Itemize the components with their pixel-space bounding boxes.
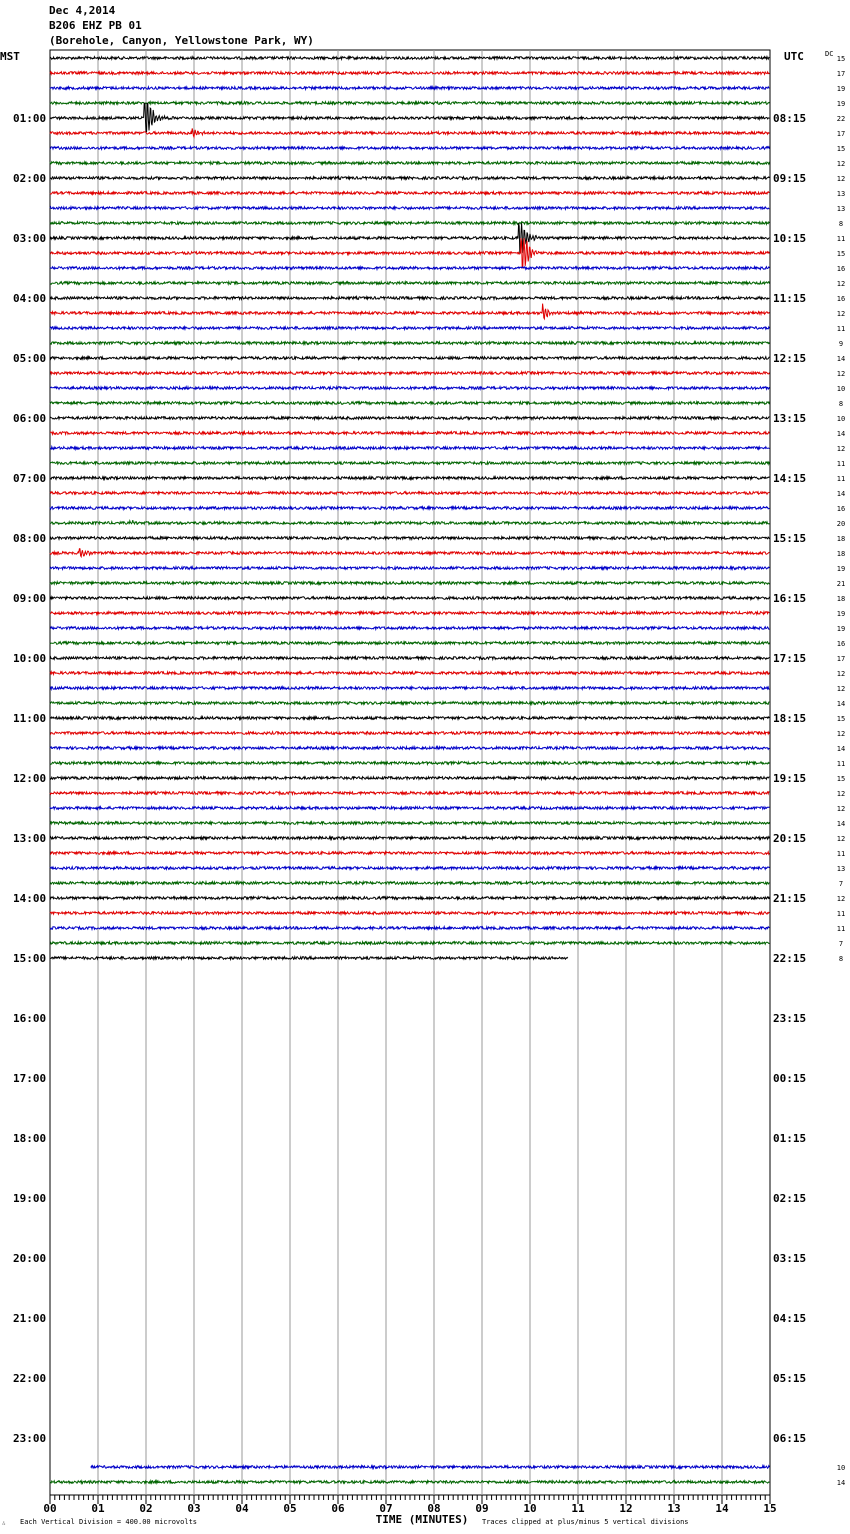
utc-hour-label: 05:15 [773,1372,807,1385]
dc-offset-label: 11 [836,850,846,858]
dc-offset-label: 11 [836,910,846,918]
seismic-trace [50,807,769,810]
utc-hour-label: 10:15 [773,232,807,245]
dc-offset-label: 11 [836,460,846,468]
dc-offset-label: 12 [836,445,846,453]
mst-hour-label: 01:00 [13,112,47,125]
seismic-trace [50,867,769,870]
dc-offset-label: 17 [836,70,846,78]
utc-hour-label: 02:15 [773,1192,807,1205]
seismic-trace [50,128,769,137]
dc-offset-label: 16 [836,640,846,648]
dc-offset-label: 8 [838,400,844,408]
scale-note: Each Vertical Division = 400.00 microvolts [20,1518,198,1526]
dc-offset-label: 19 [836,625,846,633]
utc-hour-label: 08:15 [773,112,807,125]
x-tick-label: 09 [475,1502,489,1515]
mst-hour-label: 17:00 [13,1072,47,1085]
dc-offset-label: 14 [836,700,846,708]
dc-offset-label: 22 [836,115,846,123]
seismic-trace [50,520,769,524]
utc-hour-label: 18:15 [773,712,807,725]
utc-hour-label: 15:15 [773,532,807,545]
right-timezone-label: UTC [784,50,804,63]
seismic-trace [50,282,769,285]
utc-hour-label: 17:15 [773,652,807,665]
dc-offset-label: 10 [836,415,846,423]
seismic-trace [50,267,769,270]
dc-offset-label: 12 [836,805,846,813]
utc-hour-label: 22:15 [773,952,807,965]
seismic-trace [50,223,769,253]
utc-hour-label: 20:15 [773,832,807,845]
seismic-trace [50,297,769,300]
corner-logo-mark: ∴ [2,1520,6,1527]
seismic-trace [50,462,769,465]
x-tick-label: 10 [523,1502,537,1515]
seismic-trace [50,207,769,210]
x-tick-label: 15 [763,1502,777,1515]
seismic-trace [50,777,769,780]
utc-hour-label: 23:15 [773,1012,807,1025]
x-tick-label: 07 [379,1502,393,1515]
seismic-trace [50,492,769,495]
utc-hour-label: 04:15 [773,1312,807,1325]
mst-hour-label: 14:00 [13,892,47,905]
dc-offset-label: 13 [836,865,846,873]
seismic-trace [50,162,769,165]
x-tick-label: 03 [187,1502,201,1515]
seismic-trace [50,927,769,930]
seismic-trace [50,447,769,450]
seismic-trace [50,822,769,825]
mst-hour-label: 06:00 [13,412,47,425]
dc-offset-label: 8 [838,220,844,228]
header-station: B206 EHZ PB 01 [49,19,142,32]
dc-offset-label: 15 [836,250,846,258]
mst-hour-label: 15:00 [13,952,47,965]
seismic-trace [50,717,769,720]
mst-hour-label: 05:00 [13,352,47,365]
dc-offset-label: 12 [836,370,846,378]
utc-hour-label: 21:15 [773,892,807,905]
dc-offset-label: 12 [836,730,846,738]
x-tick-label: 01 [91,1502,105,1515]
seismic-trace [50,87,769,90]
mst-hour-label: 19:00 [13,1192,47,1205]
seismic-trace [50,537,769,540]
x-tick-label: 13 [667,1502,681,1515]
dc-offset-label: 14 [836,820,846,828]
dc-offset-label: 19 [836,100,846,108]
dc-offset-label: 12 [836,160,846,168]
mst-hour-label: 07:00 [13,472,47,485]
mst-hour-label: 03:00 [13,232,47,245]
utc-hour-label: 16:15 [773,592,807,605]
seismic-trace [50,792,769,795]
dc-offset-label: 19 [836,610,846,618]
mst-hour-label: 13:00 [13,832,47,845]
dc-offset-label: 12 [836,790,846,798]
seismic-trace [50,304,769,319]
utc-hour-label: 06:15 [773,1432,807,1445]
dc-offset-label: 14 [836,355,846,363]
dc-offset-label: 15 [836,145,846,153]
x-tick-label: 02 [139,1502,153,1515]
seismic-trace [50,762,769,765]
seismic-trace [50,327,769,330]
seismic-trace [50,642,769,645]
x-tick-label: 00 [43,1502,57,1515]
dc-offset-label: 14 [836,430,846,438]
dc-offset-label: 14 [836,745,846,753]
seismic-trace [50,222,769,225]
dc-offset-label: 14 [836,490,846,498]
mst-hour-label: 09:00 [13,592,47,605]
dc-offset-label: 15 [836,715,846,723]
mst-hour-label: 08:00 [13,532,47,545]
seismic-trace [50,702,769,705]
dc-header-label: DC [825,50,834,58]
utc-hour-label: 12:15 [773,352,807,365]
seismic-trace [50,732,769,735]
dc-offset-label: 9 [838,340,844,348]
label-layer [0,50,845,1527]
seismic-trace [50,897,769,900]
dc-offset-label: 10 [836,1464,846,1472]
dc-offset-label: 19 [836,85,846,93]
seismic-trace [50,957,568,960]
dc-offset-label: 16 [836,505,846,513]
seismic-trace [50,852,769,855]
seismic-trace [50,582,769,585]
dc-offset-label: 18 [836,595,846,603]
seismic-trace [50,837,769,840]
dc-offset-label: 18 [836,535,846,543]
mst-hour-label: 18:00 [13,1132,47,1145]
dc-offset-label: 12 [836,670,846,678]
dc-offset-label: 13 [836,190,846,198]
seismic-trace [50,612,769,615]
dc-offset-label: 15 [836,775,846,783]
seismic-trace [50,177,769,180]
left-timezone-label: MST [0,50,20,63]
x-tick-label: 11 [571,1502,585,1515]
seismic-trace [50,687,769,690]
x-tick-label: 06 [331,1502,345,1515]
mst-hour-label: 12:00 [13,772,47,785]
dc-offset-label: 12 [836,895,846,903]
dc-offset-label: 15 [836,55,846,63]
dc-offset-label: 10 [836,385,846,393]
seismic-trace [50,102,769,105]
dc-offset-label: 12 [836,685,846,693]
seismic-trace [50,1481,769,1484]
x-tick-label: 04 [235,1502,249,1515]
mst-hour-label: 02:00 [13,172,47,185]
header-location: (Borehole, Canyon, Yellowstone Park, WY) [49,34,314,47]
seismic-trace [50,672,769,675]
utc-hour-label: 03:15 [773,1252,807,1265]
utc-hour-label: 19:15 [773,772,807,785]
seismic-trace [50,192,769,195]
mst-hour-label: 04:00 [13,292,47,305]
dc-offset-label: 16 [836,295,846,303]
seismic-trace [50,147,769,150]
mst-hour-label: 10:00 [13,652,47,665]
dc-offset-label: 12 [836,175,846,183]
mst-hour-label: 22:00 [13,1372,47,1385]
x-axis-title: TIME (MINUTES) [375,1513,469,1526]
mst-hour-label: 23:00 [13,1432,47,1445]
dc-offset-label: 7 [838,940,844,948]
seismic-trace [50,402,769,405]
seismic-trace [50,747,769,750]
x-tick-label: 05 [283,1502,297,1515]
mst-hour-label: 11:00 [13,712,47,725]
utc-hour-label: 00:15 [773,1072,807,1085]
mst-hour-label: 16:00 [13,1012,47,1025]
seismic-trace [50,627,769,630]
seismic-trace [50,238,769,268]
dc-offset-label: 20 [836,520,846,528]
dc-offset-label: 12 [836,835,846,843]
clip-note: Traces clipped at plus/minus 5 vertical divisions [482,1518,689,1526]
seismic-trace [50,57,769,60]
dc-offset-label: 11 [836,475,846,483]
seismic-trace [50,597,769,600]
seismic-trace [50,387,769,390]
x-tick-label: 14 [715,1502,729,1515]
seismic-trace [50,342,769,345]
seismic-trace [50,549,769,557]
dc-offset-label: 11 [836,760,846,768]
utc-hour-label: 13:15 [773,412,807,425]
seismic-trace [91,1466,770,1469]
dc-offset-label: 17 [836,655,846,663]
dc-offset-label: 19 [836,565,846,573]
dc-offset-label: 11 [836,325,846,333]
dc-offset-label: 11 [836,925,846,933]
seismic-trace [50,942,769,945]
seismic-trace [50,417,769,420]
header-date: Dec 4,2014 [49,4,116,17]
dc-offset-label: 13 [836,205,846,213]
dc-offset-label: 14 [836,1479,846,1487]
dc-offset-label: 18 [836,550,846,558]
seismic-trace [50,477,769,480]
dc-offset-label: 17 [836,130,846,138]
seismic-trace [50,567,769,570]
dc-offset-label: 21 [836,580,846,588]
dc-offset-label: 8 [838,955,844,963]
x-tick-label: 08 [427,1502,441,1515]
seismic-trace [50,657,769,660]
dc-offset-label: 12 [836,280,846,288]
seismic-trace [50,372,769,375]
seismic-trace [50,507,769,510]
mst-hour-label: 20:00 [13,1252,47,1265]
seismic-trace [50,432,769,435]
utc-hour-label: 11:15 [773,292,807,305]
utc-hour-label: 01:15 [773,1132,807,1145]
dc-offset-label: 16 [836,265,846,273]
seismic-trace [50,912,769,915]
utc-hour-label: 14:15 [773,472,807,485]
dc-offset-label: 7 [838,880,844,888]
seismic-trace [50,882,769,885]
dc-offset-label: 12 [836,310,846,318]
dc-offset-label: 11 [836,235,846,243]
mst-hour-label: 21:00 [13,1312,47,1325]
x-tick-label: 12 [619,1502,633,1515]
seismic-trace [50,357,769,360]
utc-hour-label: 09:15 [773,172,807,185]
trace-layer [50,57,769,1484]
seismic-trace [50,103,769,133]
seismic-trace [50,72,769,75]
